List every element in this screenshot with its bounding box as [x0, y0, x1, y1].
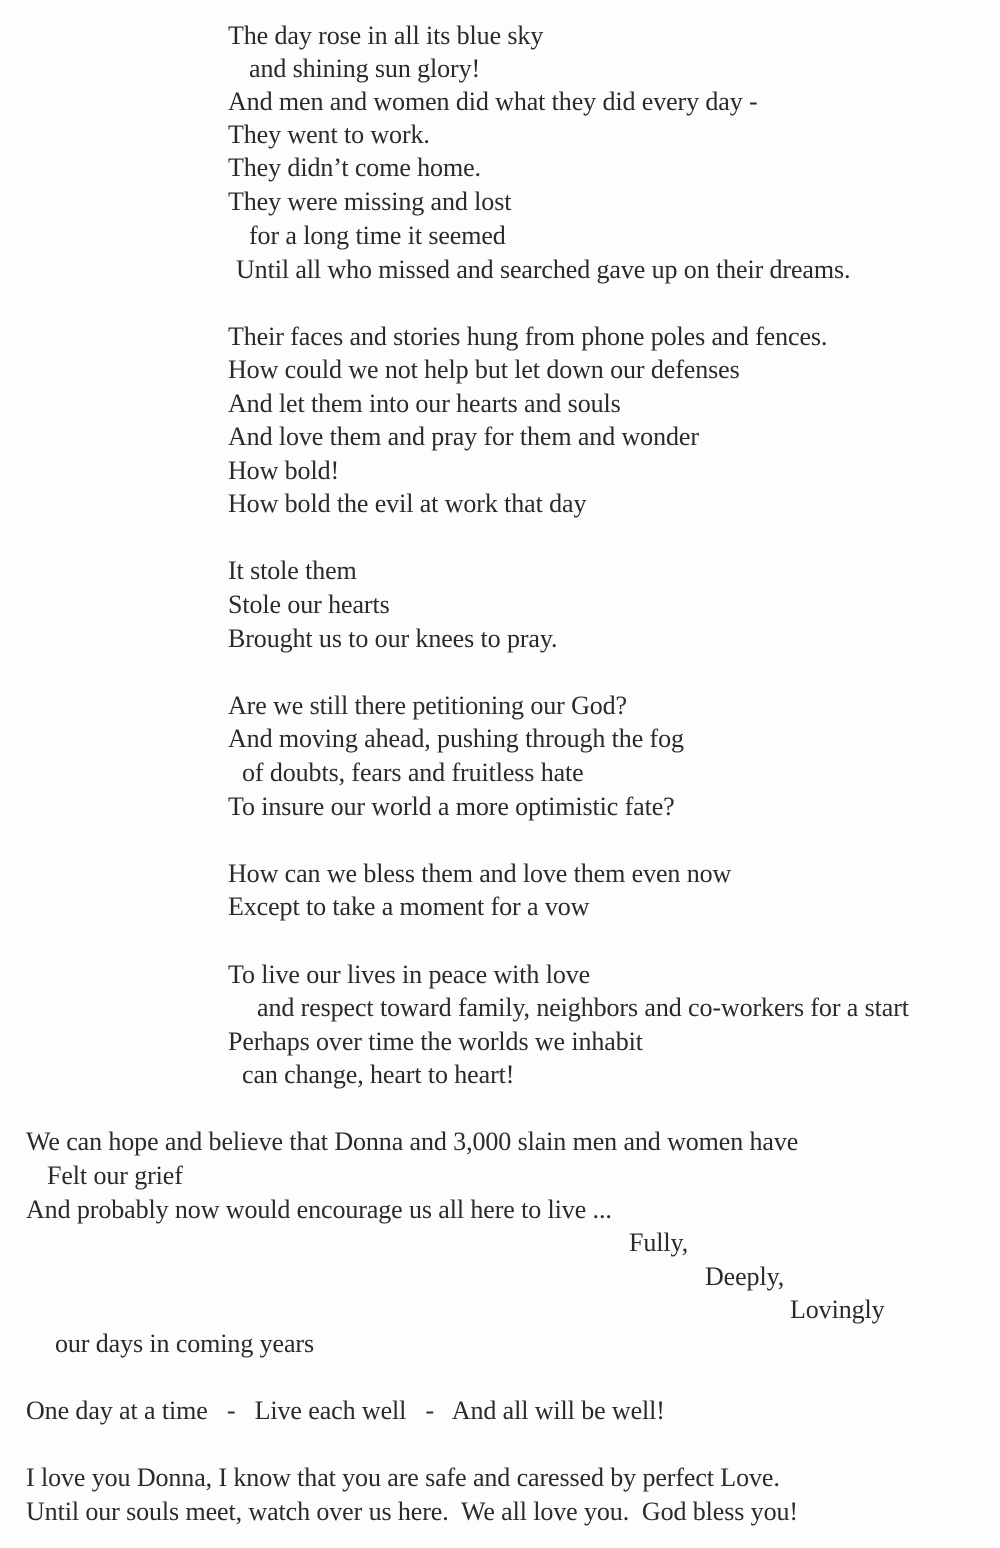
poem-line: How could we not help but let down our defenses	[228, 355, 740, 384]
poem-line: Perhaps over time the worlds we inhabit	[228, 1027, 643, 1056]
poem-line: and shining sun glory!	[249, 54, 481, 83]
poem-line: And men and women did what they did every day -	[228, 87, 758, 116]
poem-line: Stole our hearts	[228, 590, 390, 619]
poem-line: They didn’t come home.	[228, 153, 481, 182]
poem-line: How bold!	[228, 456, 340, 485]
poem-line: our days in coming years	[55, 1329, 314, 1358]
poem-line: It stole them	[228, 556, 357, 585]
poem-line: To live our lives in peace with love	[228, 960, 591, 989]
poem-line: Until all who missed and searched gave up on their dreams.	[236, 255, 851, 284]
poem-line: Felt our grief	[47, 1161, 183, 1190]
poem-line: Their faces and stories hung from phone poles and fences.	[228, 322, 828, 351]
poem-line: And let them into our hearts and souls	[228, 389, 621, 418]
poem-line: How can we bless them and love them even now	[228, 859, 732, 888]
poem-line: Deeply,	[705, 1262, 785, 1291]
poem-line: They were missing and lost	[228, 187, 512, 216]
poem-line: I love you Donna, I know that you are safe and caressed by perfect Love.	[26, 1463, 780, 1492]
poem-line: The day rose in all its blue sky	[228, 21, 544, 50]
poem-line: for a long time it seemed	[249, 221, 506, 250]
poem-line: We can hope and believe that Donna and 3,000 slain men and women have	[26, 1127, 799, 1156]
poem-line: Fully,	[629, 1228, 689, 1257]
poem-line: And moving ahead, pushing through the fog	[228, 724, 684, 753]
poem-line: Until our souls meet, watch over us here. We all love you. God bless you!	[26, 1497, 798, 1526]
poem-line: Brought us to our knees to pray.	[228, 624, 558, 653]
poem-line: How bold the evil at work that day	[228, 489, 587, 518]
poem-line: of doubts, fears and fruitless hate	[242, 758, 584, 787]
poem-line: Lovingly	[790, 1295, 885, 1324]
poem-line: and respect toward family, neighbors and co-workers for a start	[257, 993, 909, 1022]
poem-line: They went to work.	[228, 120, 430, 149]
poem-line: can change, heart to heart!	[242, 1060, 515, 1089]
poem-line: To insure our world a more optimistic fate?	[228, 792, 675, 821]
poem-line: And love them and pray for them and wonder	[228, 422, 699, 451]
poem-line: Except to take a moment for a vow	[228, 892, 590, 921]
poem-line: And probably now would encourage us all here to live ...	[26, 1195, 612, 1224]
poem-line: One day at a time - Live each well - And all will be well!	[26, 1396, 665, 1425]
poem-line: Are we still there petitioning our God?	[228, 691, 627, 720]
